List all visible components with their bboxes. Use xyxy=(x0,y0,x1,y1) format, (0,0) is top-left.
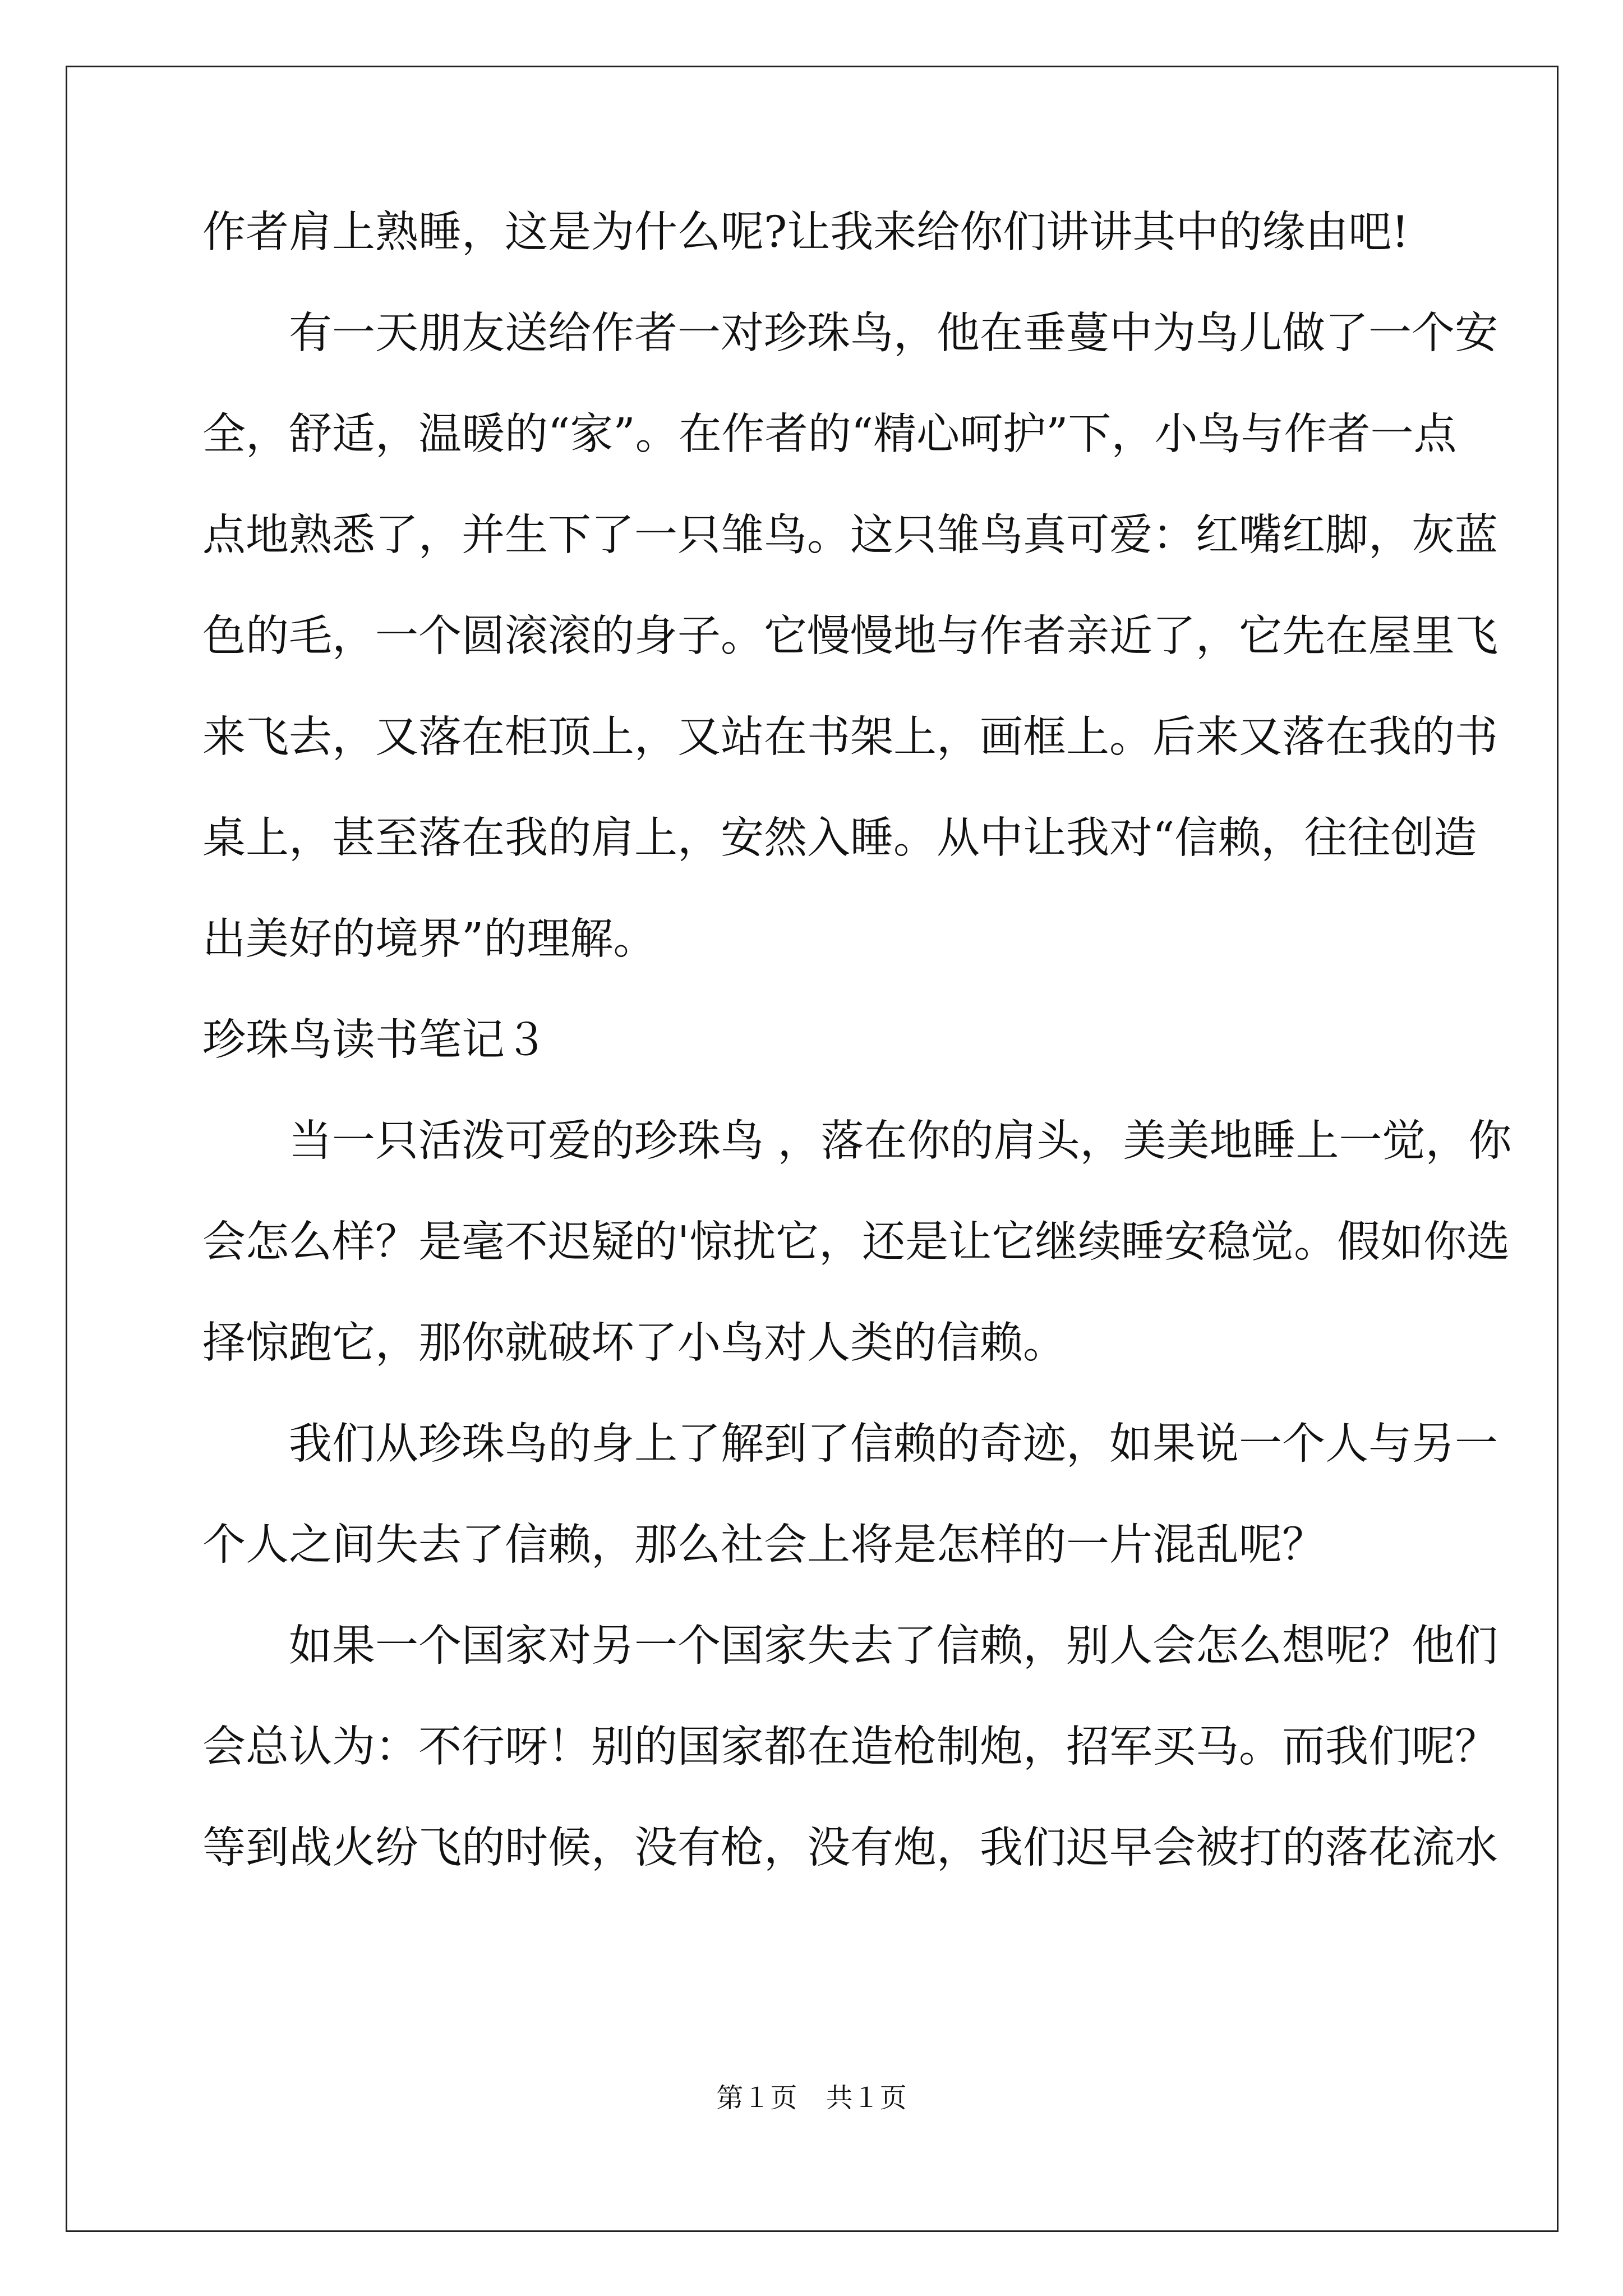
paragraph-line: 点地熟悉了，并生下了一只雏鸟。这只雏鸟真可爱：红嘴红脚，灰蓝 xyxy=(202,510,1498,560)
page-number: 第１页 xyxy=(716,2082,797,2114)
page-footer xyxy=(0,2081,1623,2115)
paragraph-line: 会总认为：不行呀！别的国家都在造枪制炮，招军买马。而我们呢？ xyxy=(202,1722,1498,1772)
paragraph-line: 有一天朋友送给作者一对珍珠鸟，他在垂蔓中为鸟儿做了一个安 xyxy=(202,309,1498,358)
paragraph-line: 择惊跑它，那你就破坏了小鸟对人类的信赖。 xyxy=(202,1318,1066,1368)
paragraph-line: 出美好的境界”的理解。 xyxy=(202,914,657,964)
paragraph-line: 来飞去，又落在柜顶上，又站在书架上，画框上。后来又落在我的书 xyxy=(202,712,1498,762)
paragraph-line: 会怎么样？是毫不迟疑的'惊扰它，还是让它继续睡安稳觉。假如你选 xyxy=(202,1217,1510,1267)
paragraph-line: 我们从珍珠鸟的身上了解到了信赖的奇迹，如果说一个人与另一 xyxy=(202,1419,1498,1469)
paragraph-line: 当一只活泼可爱的珍珠鸟 ，落在你的肩头，美美地睡上一觉，你 xyxy=(202,1116,1512,1166)
paragraph-line: 全，舒适，温暖的“家”。在作者的“精心呵护”下，小鸟与作者一点 xyxy=(202,409,1457,459)
section-heading: 珍珠鸟读书笔记３ xyxy=(202,1015,548,1065)
paragraph-line: 作者肩上熟睡，这是为什么呢?让我来给你们讲讲其中的缘由吧! xyxy=(202,208,1409,257)
paragraph-line: 等到战火纷飞的时候，没有枪，没有炮，我们迟早会被打的落花流水 xyxy=(202,1823,1498,1873)
paragraph-line: 桌上，甚至落在我的肩上，安然入睡。从中让我对“信赖，往往创造 xyxy=(202,813,1477,863)
paragraph-line: 个人之间失去了信赖，那么社会上将是怎样的一片混乱呢？ xyxy=(202,1520,1325,1570)
page-total: 共１页 xyxy=(826,2082,907,2114)
paragraph-line: 如果一个国家对另一个国家失去了信赖，别人会怎么想呢？他们 xyxy=(202,1621,1498,1671)
paragraph-line: 色的毛，一个圆滚滚的身子。它慢慢地与作者亲近了，它先在屋里飞 xyxy=(202,611,1498,661)
